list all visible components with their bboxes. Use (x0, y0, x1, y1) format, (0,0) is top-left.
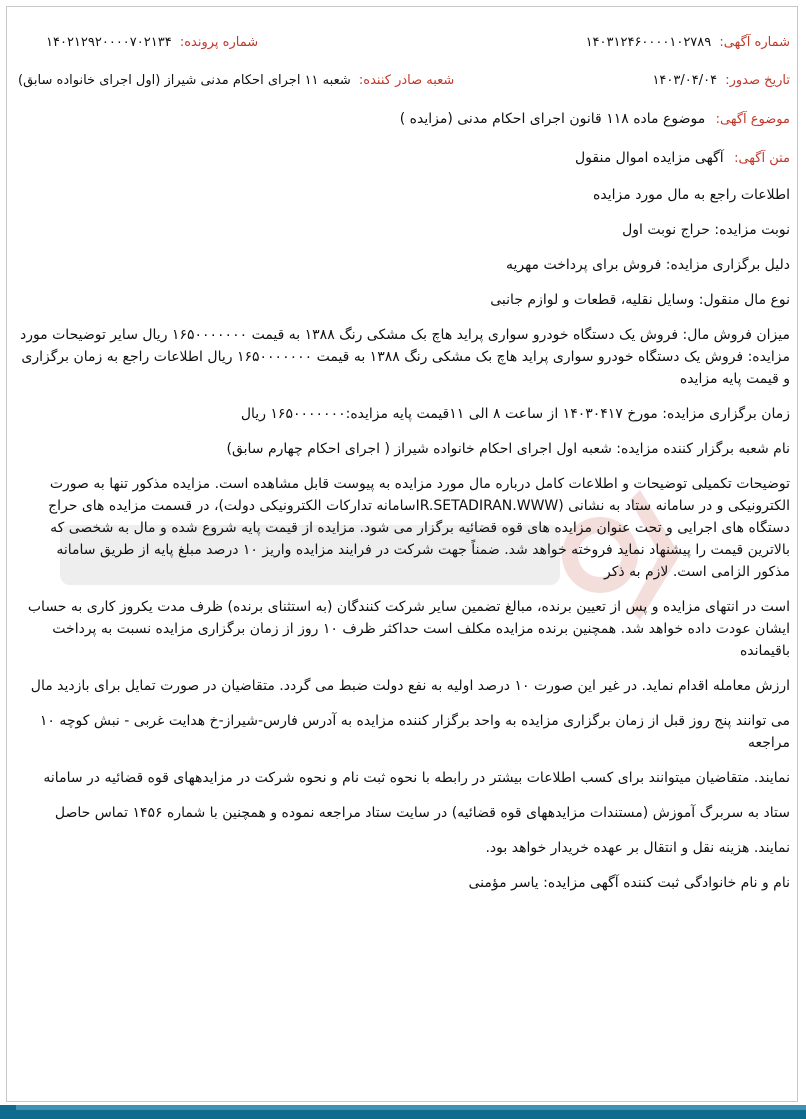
paragraph-visit: می توانند پنج روز قبل از زمان برگزاری مزایده به واحد برگزار کننده مزایده به آدرس فارس-شیراز-خ هدایت غربی - نبش کوچه ۱۰ مراجعه (39, 713, 790, 751)
paragraph-registrar: نام و نام خانوادگی ثبت کننده آگهی مزایده: یاسر مؤمنی (468, 875, 790, 891)
paragraph-more-info: نمایند. متقاضیان میتوانند برای کسب اطلاعات بیشتر در رابطه با نحوه ثبت نام و نحوه شرکت در مزایدههای قوه قضائیه در سامانه (43, 770, 790, 786)
footer-bar-highlight (16, 1105, 806, 1110)
issue-date-label: تاریخ صدور: (725, 73, 790, 88)
paragraph-branch-name: نام شعبه برگزار کننده مزایده: شعبه اول اجرای احکام خانواده شیراز ( اجرای احکام چهارم سابق) (226, 441, 790, 457)
issuing-branch-label: شعبه صادر کننده: (358, 73, 455, 88)
paragraph-forfeit: ارزش معامله اقدام نماید. در غیر این صورت ۱۰ درصد اولیه به نفع دولت ضبط می گردد. متقاضیان در صورت تمایل برای بازدید مال (30, 678, 790, 694)
case-number-label: شماره پرونده: (179, 35, 259, 50)
paragraph-refund: است در انتهای مزایده و پس از تعیین برنده، مبالغ تضمین سایر شرکت کنندگان (به استثنای برنده) ظرف مدت یکروز کاری به حساب ایشان عودت داده خواهد شد. همچنین برنده مزایده مکلف است حداکثر ظرف ۱۰ روز از زمان برگزاری مزایده نسبت به پرداخت باقیمانده (27, 599, 790, 659)
paragraph-sale-amount: میزان فروش مال: فروش یک دستگاه خودرو سواری پراید هاچ بک مشکی رنگ ۱۳۸۸ به قیمت ۱۶۵۰۰۰۰۰۰۰ ریال سایر توضیحات مورد مزایده: فروش یک دستگاه خودرو سواری پراید هاچ بک مشکی رنگ ۱۳۸۸ به قیمت ۱۶۵۰۰۰۰۰۰۰ ریال اطلاعات راجع به زمان برگزاری و قیمت پایه مزایده (19, 327, 790, 387)
paragraph-details: توضیحات تکمیلی توضیحات و اطلاعات کامل درباره مال مورد مزایده به پیوست قابل مشاهده است. مزایده مذکور تنها به صورت الکترونیکی و در سامانه ستاد به نشانی (IR.SETADIRAN.WWWسامانه تدارکات الکترونیکی دولت)، در قسمت مزایده های حراج دستگاه های اجرایی و تحت عنوان مزایده های قوه قضائیه برگزار می شود. مزایده از قیمت پایه شروع شده و مال به شخصی که بالاترین قیمت را پیشنهاد نماید فروخته خواهد شد. ضمناً جهت شرکت در فرایند مزایده واریز ۱۰ درصد مبلغ پایه از طریق سامانه مذکور الزامی است. لازم به ذکر (48, 476, 790, 580)
body-intro-line (18, 147, 790, 170)
paragraph-auction-time: زمان برگزاری مزایده: مورخ ۱۴۰۳۰۴۱۷ از ساعت ۸ الی ۱۱قیمت پایه مزایده:۱۶۵۰۰۰۰۰۰۰ ریال (240, 406, 790, 422)
subject-value: موضوع ماده ۱۱۸ قانون اجرای احکام مدنی (مزایده ) (399, 111, 706, 127)
ad-number: ۱۴۰۳۱۲۴۶۰۰۰۰۱۰۲۷۸۹ (585, 35, 712, 50)
issue-date-field (652, 70, 790, 92)
body-intro-value: آگهی مزایده اموال منقول (574, 150, 724, 166)
case-number-field (46, 32, 258, 54)
ad-number-field (586, 32, 790, 54)
header-row-2 (18, 70, 790, 92)
issue-date: ۱۴۰۳/۰۴/۰۴ (652, 73, 718, 88)
issuing-branch-field (18, 70, 454, 92)
issuing-branch: شعبه ۱۱ اجرای احکام مدنی شیراز (اول اجرای خانواده سابق) (18, 73, 351, 88)
footer-bar (0, 1105, 806, 1119)
paragraph-auction-round: نوبت مزایده: حراج نوبت اول (622, 222, 790, 238)
paragraph-info-heading: اطلاعات راجع به مال مورد مزایده (593, 187, 790, 203)
header-row-1 (18, 32, 790, 54)
body-intro-label: متن آگهی: (734, 151, 790, 166)
paragraph-item-type: نوع مال منقول: وسایل نقلیه، قطعات و لوازم جانبی (490, 292, 790, 308)
paragraph-contact: ستاد به سربرگ آموزش (مستندات مزایدههای قوه قضائیه) در سایت ستاد مراجعه نموده و همچنین با شماره ۱۴۵۶ تماس حاصل (54, 805, 790, 821)
case-number: ۱۴۰۲۱۲۹۲۰۰۰۰۷۰۲۱۳۴ (46, 35, 172, 50)
paragraph-transfer-cost: نمایند. هزینه نقل و انتقال بر عهده خریدار خواهد بود. (485, 840, 790, 856)
ad-document (18, 32, 790, 907)
ad-number-label: شماره آگهی: (719, 35, 790, 50)
subject-label: موضوع آگهی: (715, 112, 790, 127)
subject-line (18, 108, 790, 131)
paragraph-auction-reason: دلیل برگزاری مزایده: فروش برای پرداخت مهریه (505, 257, 790, 273)
